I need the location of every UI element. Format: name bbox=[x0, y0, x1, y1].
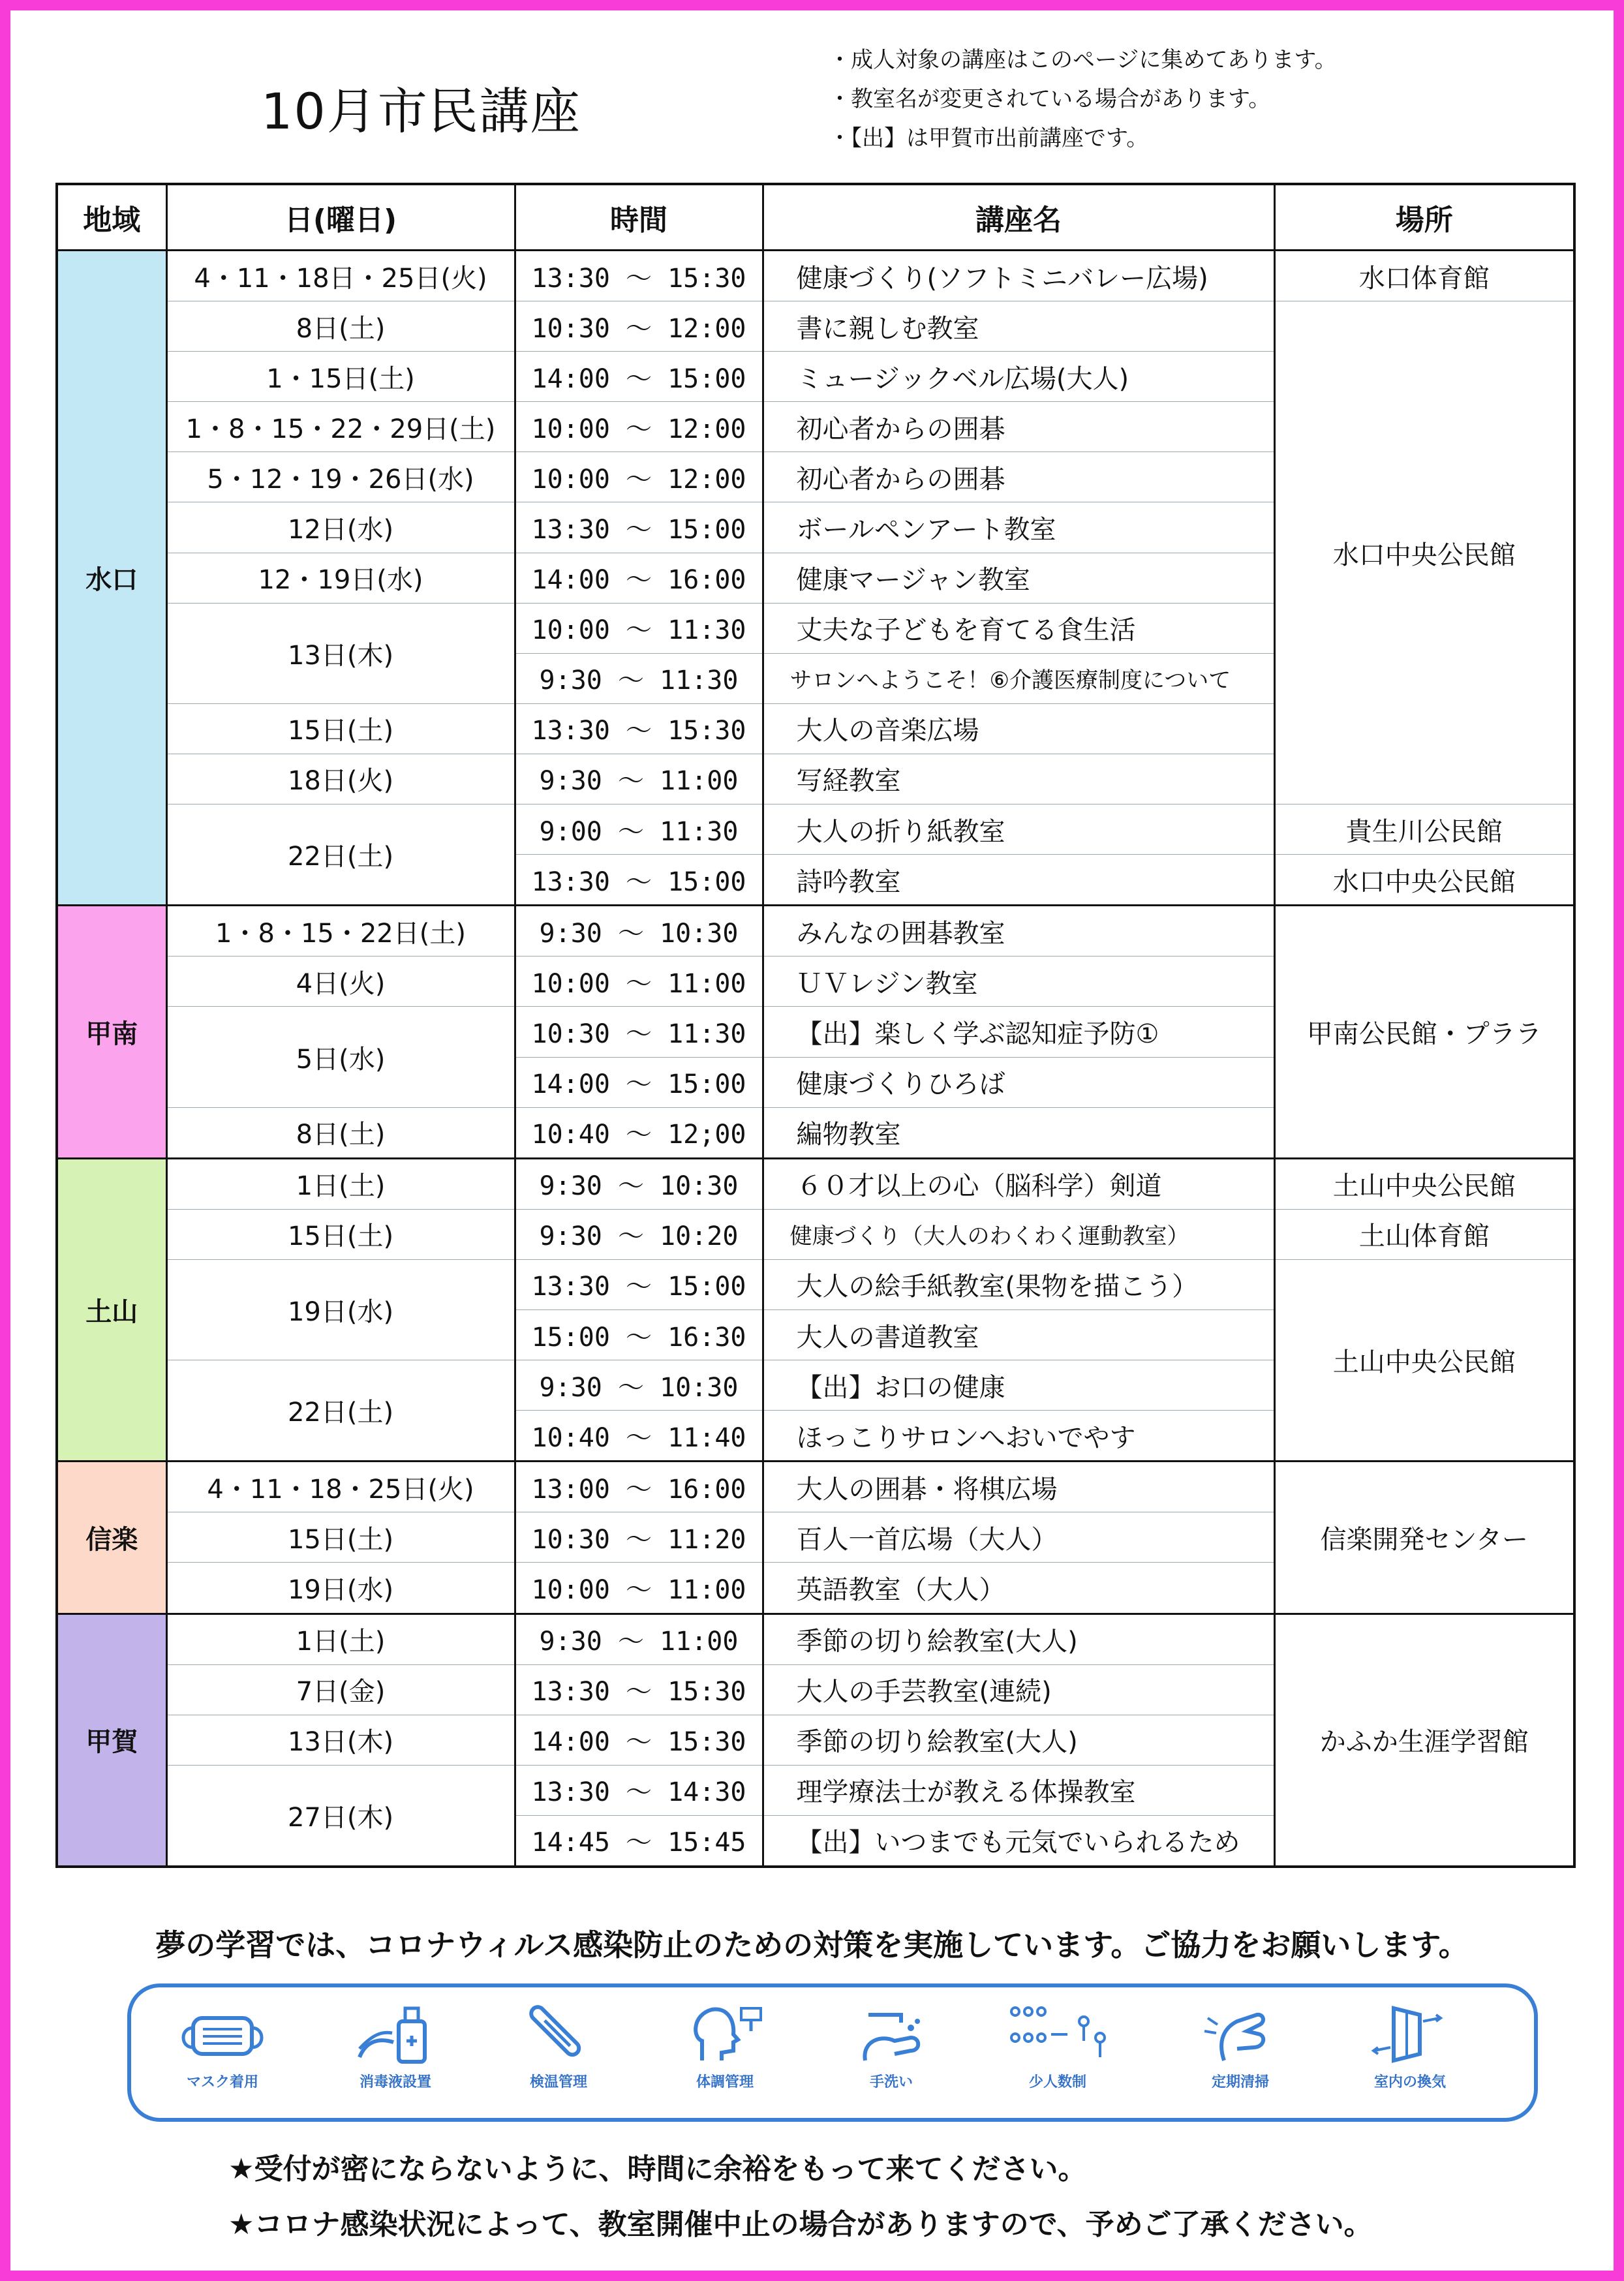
cleaning-icon bbox=[1175, 1987, 1306, 2118]
region-cell: 水口 bbox=[57, 251, 166, 906]
time-cell: 14:00 ～ 16:00 bbox=[515, 553, 763, 603]
time-cell: 10:40 ～ 12;00 bbox=[515, 1107, 763, 1158]
date-cell: 12日(水) bbox=[166, 502, 515, 553]
course-cell: 健康づくり（大人のわくわく運動教室） bbox=[763, 1209, 1274, 1259]
mask-icon bbox=[157, 1987, 288, 2118]
time-cell: 14:00 ～ 15:00 bbox=[515, 1057, 763, 1107]
time-cell: 9:30 ～ 10:30 bbox=[515, 1158, 763, 1209]
time-cell: 9:00 ～ 11:30 bbox=[515, 804, 763, 855]
time-cell: 15:00 ～ 16:30 bbox=[515, 1309, 763, 1360]
time-cell: 13:30 ～ 15:00 bbox=[515, 1259, 763, 1309]
table-row bbox=[57, 1462, 1574, 1512]
icon-label: 室内の換気 bbox=[1373, 2074, 1446, 2090]
place-cell: 土山中央公民館 bbox=[1274, 1158, 1574, 1209]
date-cell: 1・8・15・22・29日(土) bbox=[166, 402, 515, 452]
health-check-icon bbox=[660, 1987, 790, 2118]
table-row bbox=[57, 804, 1574, 855]
place-cell: かふか生涯学習館 bbox=[1274, 1614, 1574, 1867]
header-place: 場所 bbox=[1274, 184, 1574, 251]
time-cell: 14:45 ～ 15:45 bbox=[515, 1815, 763, 1867]
course-cell: 健康づくりひろば bbox=[763, 1057, 1274, 1107]
date-cell: 5日(水) bbox=[166, 1007, 515, 1107]
place-cell: 土山中央公民館 bbox=[1274, 1259, 1574, 1461]
notes bbox=[829, 40, 1337, 158]
place-cell: 土山体育館 bbox=[1274, 1209, 1574, 1259]
date-cell: 27日(木) bbox=[166, 1765, 515, 1867]
date-cell: 1日(土) bbox=[166, 1614, 515, 1664]
place-cell: 貴生川公民館 bbox=[1274, 804, 1574, 855]
icon-label: マスク着用 bbox=[186, 2074, 258, 2090]
icon-label: 体調管理 bbox=[696, 2074, 754, 2090]
date-cell: 4・11・18・25日(火) bbox=[166, 1462, 515, 1512]
course-cell: 【出】楽しく学ぶ認知症予防① bbox=[763, 1007, 1274, 1057]
date-cell: 1・15日(土) bbox=[166, 352, 515, 402]
course-cell: 詩吟教室 bbox=[763, 855, 1274, 906]
course-cell: 健康マージャン教室 bbox=[763, 553, 1274, 603]
place-cell: 水口中央公民館 bbox=[1274, 855, 1574, 906]
course-cell: 大人の手芸教室(連続) bbox=[763, 1664, 1274, 1715]
header-time: 時間 bbox=[515, 184, 763, 251]
infection-notice: 夢の学習では、コロナウィルス感染防止のための対策を実施しています。ご協力をお願いします。 bbox=[155, 1927, 1469, 1963]
course-cell: 大人の音楽広場 bbox=[763, 703, 1274, 754]
course-cell: 写経教室 bbox=[763, 754, 1274, 804]
footer-note: ★受付が密にならないように、時間に余裕をもって来てください。 bbox=[228, 2152, 1087, 2186]
time-cell: 10:30 ～ 11:30 bbox=[515, 1007, 763, 1057]
safety-icons-panel bbox=[127, 1983, 1538, 2122]
note-item: ・教室名が変更されている場合があります。 bbox=[829, 86, 1271, 112]
time-cell: 13:00 ～ 16:00 bbox=[515, 1462, 763, 1512]
date-cell: 1・8・15・22日(土) bbox=[166, 906, 515, 957]
time-cell: 13:30 ～ 15:30 bbox=[515, 1664, 763, 1715]
icon-label: 定期清掃 bbox=[1211, 2074, 1269, 2090]
time-cell: 9:30 ～ 11:00 bbox=[515, 1614, 763, 1664]
time-cell: 10:00 ～ 11:00 bbox=[515, 957, 763, 1007]
time-cell: 9:30 ～ 11:30 bbox=[515, 653, 763, 703]
date-cell: 4日(火) bbox=[166, 957, 515, 1007]
course-cell: 【出】いつまでも元気でいられるため bbox=[763, 1815, 1274, 1867]
footer-notes bbox=[228, 2141, 1373, 2252]
table-header-row bbox=[57, 184, 1574, 251]
region-cell: 甲南 bbox=[57, 906, 166, 1158]
time-cell: 13:30 ～ 14:30 bbox=[515, 1765, 763, 1815]
course-cell: 編物教室 bbox=[763, 1107, 1274, 1158]
time-cell: 14:00 ～ 15:30 bbox=[515, 1715, 763, 1765]
time-cell: 10:00 ～ 11:00 bbox=[515, 1563, 763, 1614]
icon-label: 少人数制 bbox=[1028, 2074, 1086, 2090]
course-cell: 健康づくり(ソフトミニバレー広場) bbox=[763, 251, 1274, 301]
course-cell: 英語教室（大人） bbox=[763, 1563, 1274, 1614]
table-row bbox=[57, 301, 1574, 352]
date-cell: 13日(木) bbox=[166, 603, 515, 703]
time-cell: 10:40 ～ 11:40 bbox=[515, 1411, 763, 1462]
course-cell: 書に親しむ教室 bbox=[763, 301, 1274, 352]
date-cell: 1日(土) bbox=[166, 1158, 515, 1209]
date-cell: 15日(土) bbox=[166, 1512, 515, 1563]
time-cell: 14:00 ～ 15:00 bbox=[515, 352, 763, 402]
date-cell: 7日(金) bbox=[166, 1664, 515, 1715]
table-row bbox=[57, 1158, 1574, 1209]
region-cell: 信楽 bbox=[57, 1462, 166, 1614]
course-cell: ミュージックベル広場(大人) bbox=[763, 352, 1274, 402]
course-cell: 大人の折り紙教室 bbox=[763, 804, 1274, 855]
table-row bbox=[57, 906, 1574, 957]
header-course: 講座名 bbox=[763, 184, 1274, 251]
course-cell: 大人の囲碁・将棋広場 bbox=[763, 1462, 1274, 1512]
place-cell: 信楽開発センター bbox=[1274, 1462, 1574, 1614]
course-cell: 理学療法士が教える体操教室 bbox=[763, 1765, 1274, 1815]
time-cell: 10:00 ～ 12:00 bbox=[515, 402, 763, 452]
course-cell: 【出】お口の健康 bbox=[763, 1360, 1274, 1411]
date-cell: 15日(土) bbox=[166, 703, 515, 754]
time-cell: 9:30 ～ 10:30 bbox=[515, 1360, 763, 1411]
time-cell: 10:30 ～ 12:00 bbox=[515, 301, 763, 352]
time-cell: 13:30 ～ 15:30 bbox=[515, 251, 763, 301]
course-cell: 百人一首広場（大人） bbox=[763, 1512, 1274, 1563]
region-cell: 甲賀 bbox=[57, 1614, 166, 1867]
table-row bbox=[57, 1259, 1574, 1309]
thermometer-icon bbox=[493, 1987, 624, 2118]
header-date: 日(曜日) bbox=[166, 184, 515, 251]
course-cell: 初心者からの囲碁 bbox=[763, 452, 1274, 502]
course-cell: ６０才以上の心（脳科学）剣道 bbox=[763, 1158, 1274, 1209]
region-cell: 土山 bbox=[57, 1158, 166, 1462]
course-cell: ＵＶレジン教室 bbox=[763, 957, 1274, 1007]
time-cell: 13:30 ～ 15:00 bbox=[515, 502, 763, 553]
time-cell: 9:30 ～ 11:00 bbox=[515, 754, 763, 804]
time-cell: 13:30 ～ 15:30 bbox=[515, 703, 763, 754]
course-cell: 大人の書道教室 bbox=[763, 1309, 1274, 1360]
date-cell: 8日(土) bbox=[166, 1107, 515, 1158]
note-item: ・【出】は甲賀市出前講座です。 bbox=[829, 125, 1149, 151]
ventilation-icon bbox=[1345, 1987, 1475, 2118]
date-cell: 19日(水) bbox=[166, 1259, 515, 1360]
date-cell: 15日(土) bbox=[166, 1209, 515, 1259]
time-cell: 10:00 ～ 11:30 bbox=[515, 603, 763, 653]
course-cell: サロンへようこそ！⑥介護医療制度について bbox=[763, 653, 1274, 703]
course-cell: ボールペンアート教室 bbox=[763, 502, 1274, 553]
course-cell: ほっこりサロンへおいでやす bbox=[763, 1411, 1274, 1462]
icon-label: 検温管理 bbox=[529, 2074, 587, 2090]
header-region: 地域 bbox=[57, 184, 166, 251]
place-cell: 水口体育館 bbox=[1274, 251, 1574, 301]
date-cell: 22日(土) bbox=[166, 1360, 515, 1462]
handwash-icon bbox=[826, 1987, 957, 2118]
date-cell: 4・11・18日・25日(火) bbox=[166, 251, 515, 301]
date-cell: 19日(水) bbox=[166, 1563, 515, 1614]
course-cell: 季節の切り絵教室(大人) bbox=[763, 1614, 1274, 1664]
time-cell: 13:30 ～ 15:00 bbox=[515, 855, 763, 906]
icon-label: 消毒液設置 bbox=[359, 2074, 431, 2090]
course-cell: 大人の絵手紙教室(果物を描こう） bbox=[763, 1259, 1274, 1309]
date-cell: 12・19日(水) bbox=[166, 553, 515, 603]
course-cell: みんなの囲碁教室 bbox=[763, 906, 1274, 957]
disinfectant-icon bbox=[330, 1987, 461, 2118]
time-cell: 10:00 ～ 12:00 bbox=[515, 452, 763, 502]
page-title: 10月市民講座 bbox=[261, 82, 581, 140]
time-cell: 10:30 ～ 11:20 bbox=[515, 1512, 763, 1563]
course-cell: 季節の切り絵教室(大人) bbox=[763, 1715, 1274, 1765]
place-cell: 水口中央公民館 bbox=[1274, 301, 1574, 804]
date-cell: 22日(土) bbox=[166, 804, 515, 906]
date-cell: 8日(土) bbox=[166, 301, 515, 352]
note-item: ・成人対象の講座はこのページに集めてあります。 bbox=[829, 47, 1337, 73]
table-row bbox=[57, 251, 1574, 301]
schedule-table bbox=[55, 183, 1576, 1868]
table-row bbox=[57, 1209, 1574, 1259]
small-group-icon bbox=[992, 1987, 1123, 2118]
course-cell: 丈夫な子どもを育てる食生活 bbox=[763, 603, 1274, 653]
footer-note: ★コロナ感染状況によって、教室開催中止の場合がありますので、予めご了承ください。 bbox=[228, 2208, 1373, 2241]
course-cell: 初心者からの囲碁 bbox=[763, 402, 1274, 452]
time-cell: 9:30 ～ 10:20 bbox=[515, 1209, 763, 1259]
place-cell: 甲南公民館・プララ bbox=[1274, 906, 1574, 1158]
table-row bbox=[57, 1614, 1574, 1664]
date-cell: 13日(木) bbox=[166, 1715, 515, 1765]
icon-label: 手洗い bbox=[869, 2074, 913, 2090]
time-cell: 9:30 ～ 10:30 bbox=[515, 906, 763, 957]
date-cell: 5・12・19・26日(水) bbox=[166, 452, 515, 502]
date-cell: 18日(火) bbox=[166, 754, 515, 804]
